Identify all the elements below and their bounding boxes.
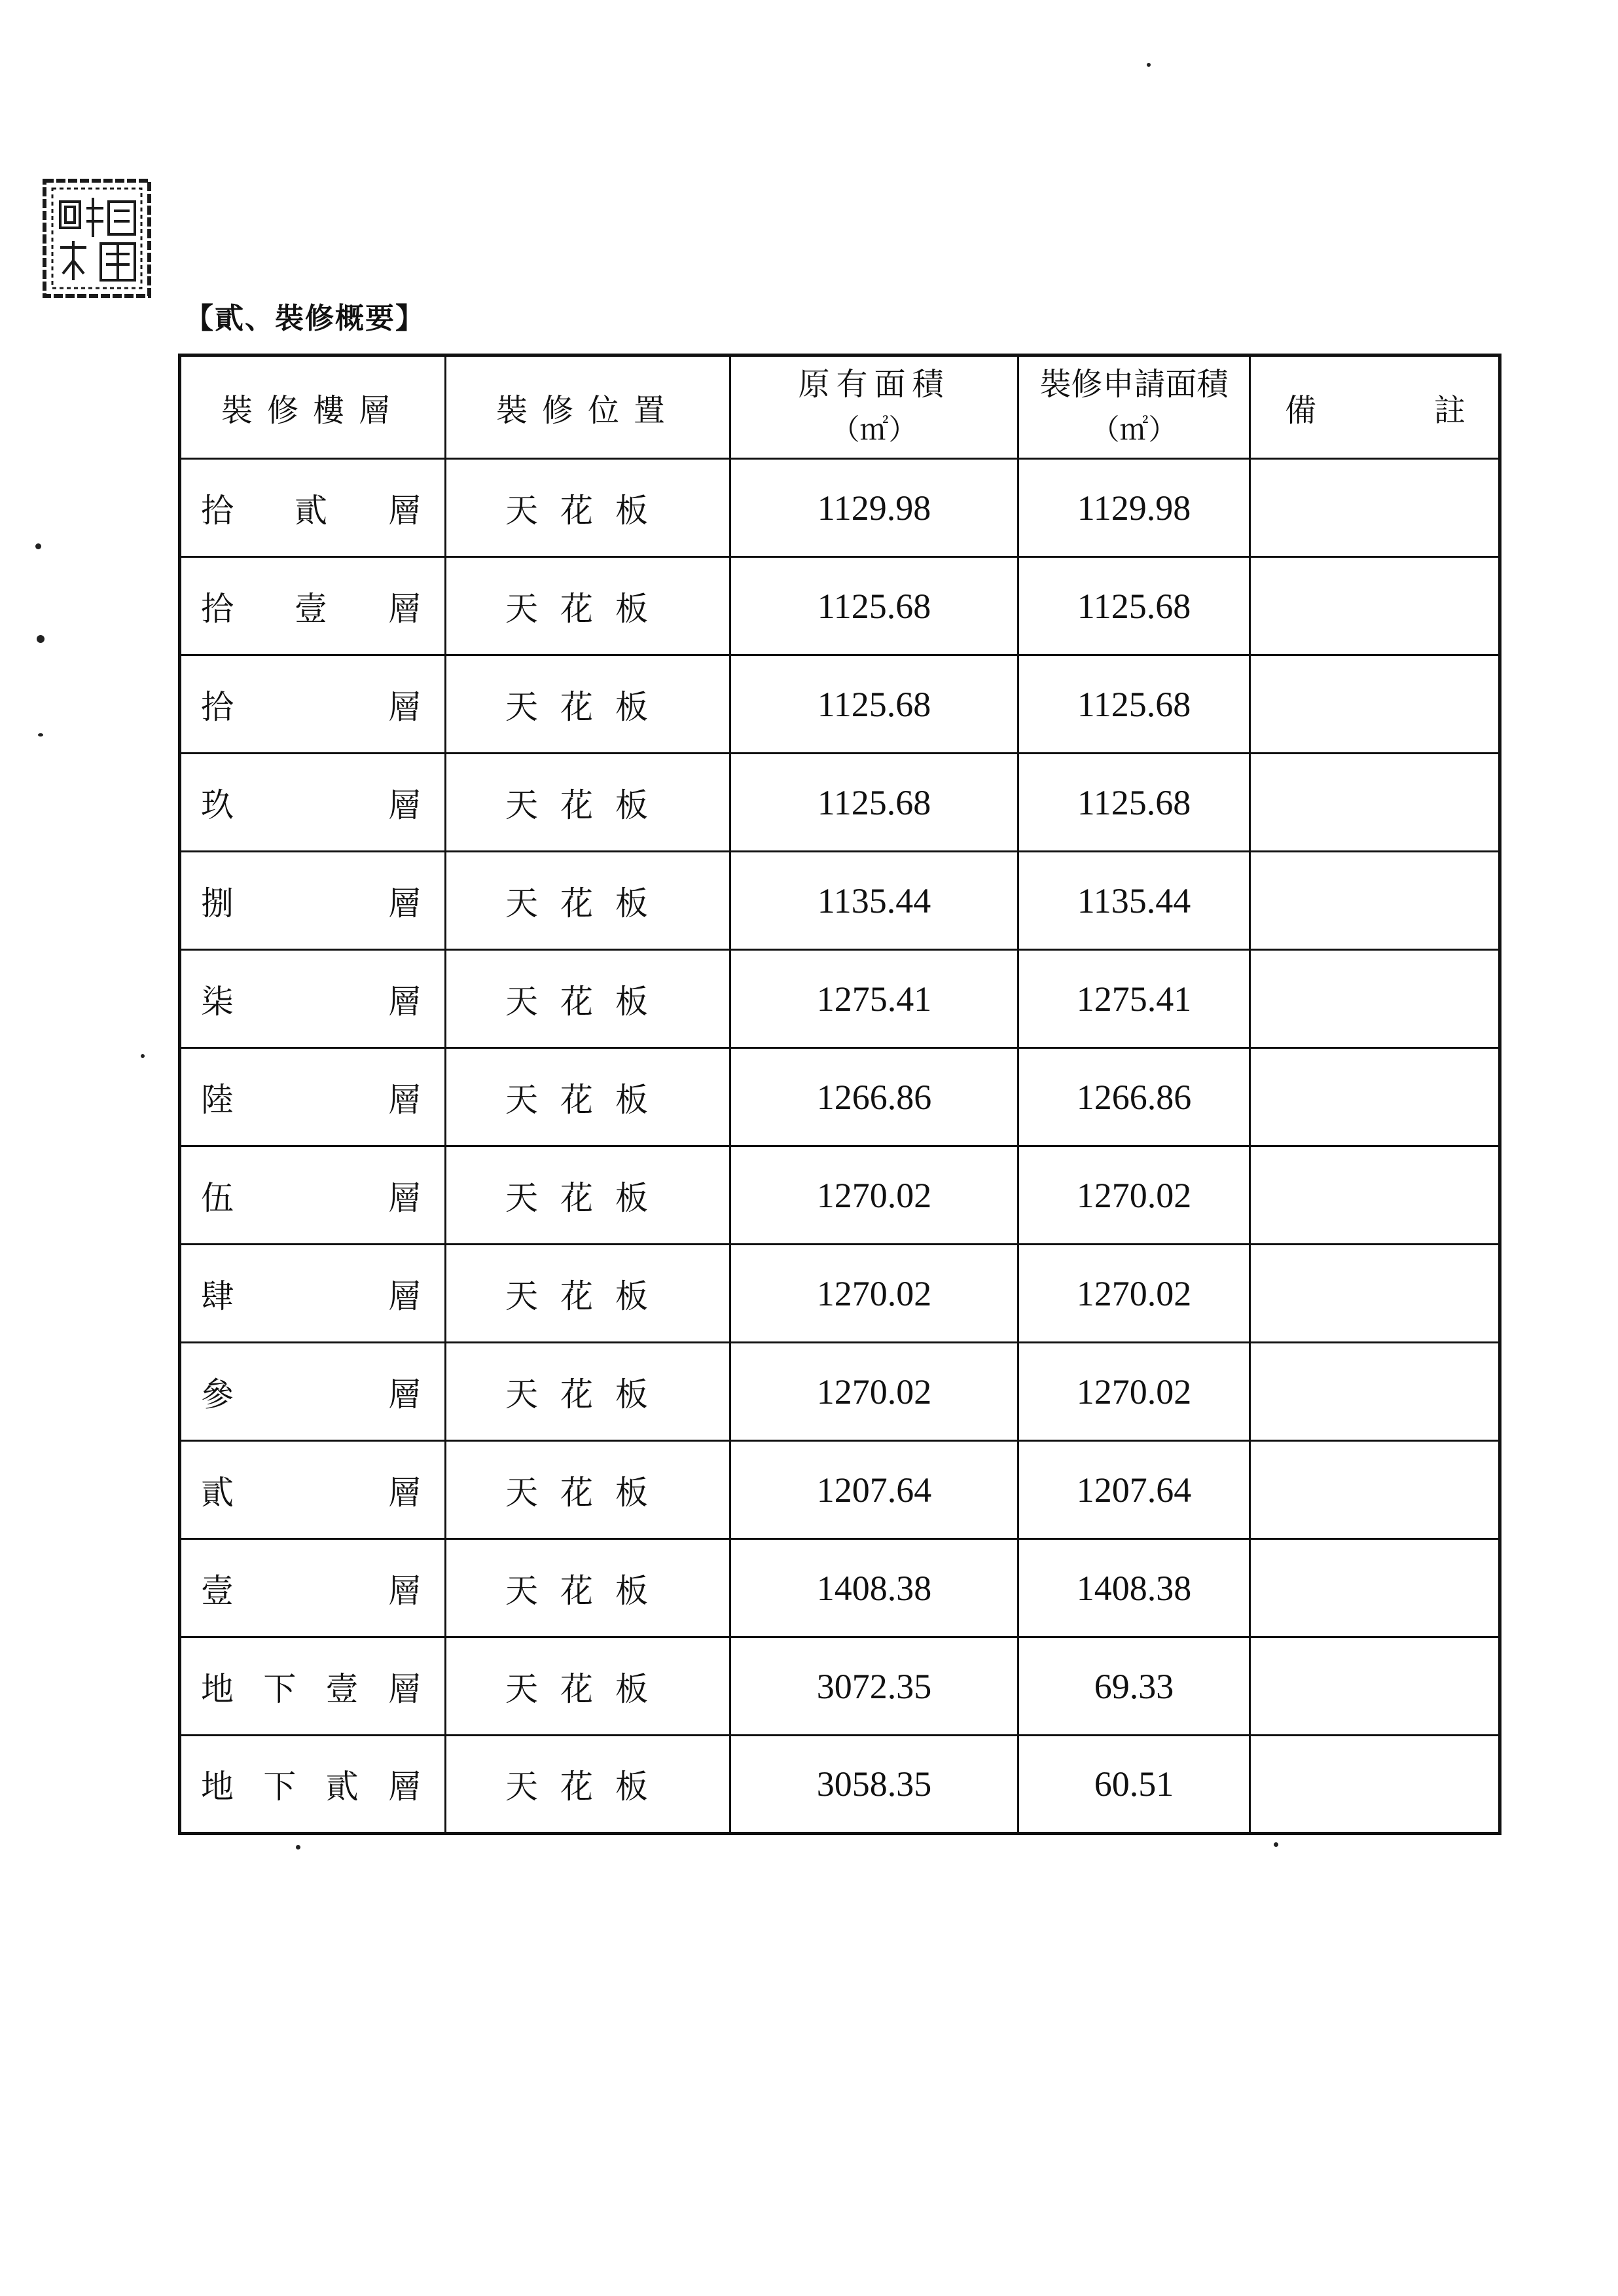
floor-cell [180,1343,446,1441]
header-floor: 裝修樓層 [180,355,446,459]
note-cell [1250,1539,1500,1637]
note-cell [1250,852,1500,950]
floor-label: 壹 層 [201,1571,421,1610]
position-cell: 天花板 [446,1736,730,1834]
position-cell: 天花板 [446,1146,730,1245]
original-area-cell: 1270.02 [730,1146,1018,1245]
table-row [180,852,1500,950]
applied-area-cell: 1135.44 [1018,852,1250,950]
applied-area-cell: 1266.86 [1018,1048,1250,1146]
original-area-cell: 1125.68 [730,655,1018,754]
position-cell: 天花板 [446,655,730,754]
header-note [1250,355,1500,459]
position-cell: 天花板 [446,1245,730,1343]
floor-cell [180,1048,446,1146]
floor-label: 貳 層 [201,1473,421,1512]
floor-label: 肆 層 [201,1277,421,1315]
applied-area-cell: 1270.02 [1018,1146,1250,1245]
applied-area-cell: 1125.68 [1018,557,1250,655]
table-row [180,1441,1500,1539]
note-cell [1250,950,1500,1048]
note-cell [1250,754,1500,852]
header-applied-area-unit: （㎡） [1090,413,1178,446]
original-area-cell: 1266.86 [730,1048,1018,1146]
floor-label: 拾 層 [201,687,421,726]
floor-label: 伍 層 [201,1178,421,1217]
floor-label: 拾 壹 層 [201,589,421,628]
header-applied-area-label: 裝修申請面積 [1039,366,1229,403]
table-row [180,1343,1500,1441]
applied-area-cell: 1125.68 [1018,655,1250,754]
note-cell [1250,1637,1500,1736]
original-area-cell: 3058.35 [730,1736,1018,1834]
position-cell: 天花板 [446,1048,730,1146]
header-applied-area [1018,355,1250,459]
note-cell [1250,1736,1500,1834]
original-area-cell: 1207.64 [730,1441,1018,1539]
position-cell: 天花板 [446,1539,730,1637]
scan-speck [1274,1842,1278,1847]
original-area-cell: 1129.98 [730,459,1018,557]
applied-area-cell: 1270.02 [1018,1343,1250,1441]
scan-speck [1147,63,1151,67]
seal-stamp-icon [41,175,157,304]
applied-area-cell: 1129.98 [1018,459,1250,557]
table-row [180,950,1500,1048]
note-cell [1250,1245,1500,1343]
floor-cell [180,852,446,950]
table-row [180,1048,1500,1146]
original-area-cell: 1408.38 [730,1539,1018,1637]
applied-area-cell: 1125.68 [1018,754,1250,852]
header-original-area [730,355,1018,459]
note-cell [1250,655,1500,754]
table-row [180,754,1500,852]
floor-cell [180,1441,446,1539]
scan-speck [296,1845,300,1850]
floor-cell [180,950,446,1048]
position-cell: 天花板 [446,950,730,1048]
floor-cell [180,1736,446,1834]
position-cell: 天花板 [446,754,730,852]
position-cell: 天花板 [446,459,730,557]
note-cell [1250,1048,1500,1146]
original-area-cell: 1125.68 [730,557,1018,655]
floor-cell [180,1539,446,1637]
section-title: 【貳、裝修概要】 [185,302,425,335]
floor-label: 捌 層 [201,884,421,922]
applied-area-cell: 1207.64 [1018,1441,1250,1539]
original-area-cell: 1270.02 [730,1245,1018,1343]
renovation-summary-table [178,354,1501,1835]
floor-cell [180,754,446,852]
table-row [180,459,1500,557]
table-row [180,1637,1500,1736]
scan-speck [37,635,45,643]
header-note-right: 註 [1434,392,1466,429]
note-cell [1250,459,1500,557]
applied-area-cell: 1408.38 [1018,1539,1250,1637]
scan-speck [141,1054,145,1058]
floor-label: 柒 層 [201,982,421,1021]
position-cell: 天花板 [446,852,730,950]
floor-label: 拾 貳 層 [201,491,421,530]
table-header-row [180,355,1500,459]
applied-area-cell: 1275.41 [1018,950,1250,1048]
floor-label: 地 下 貳 層 [201,1768,421,1806]
scan-speck [38,733,43,737]
table-row [180,1245,1500,1343]
note-cell [1250,1146,1500,1245]
floor-label: 陸 層 [201,1080,421,1119]
note-cell [1250,1441,1500,1539]
applied-area-cell: 60.51 [1018,1736,1250,1834]
position-cell: 天花板 [446,1343,730,1441]
header-original-area-label: 原有面積 [798,366,950,403]
floor-label: 地 下 壹 層 [201,1669,421,1708]
floor-cell [180,655,446,754]
note-cell [1250,557,1500,655]
header-note-left: 備 [1285,392,1317,429]
floor-label: 參 層 [201,1375,421,1413]
table-row [180,557,1500,655]
position-cell: 天花板 [446,1441,730,1539]
original-area-cell: 1135.44 [730,852,1018,950]
scan-speck [35,543,41,549]
floor-label: 玖 層 [201,786,421,824]
original-area-cell: 3072.35 [730,1637,1018,1736]
table-body [180,459,1500,1834]
header-position: 裝修位置 [446,355,730,459]
position-cell: 天花板 [446,1637,730,1736]
floor-cell [180,1637,446,1736]
original-area-cell: 1125.68 [730,754,1018,852]
table-row [180,1539,1500,1637]
table-row [180,1736,1500,1834]
floor-cell [180,1146,446,1245]
floor-cell [180,1245,446,1343]
original-area-cell: 1275.41 [730,950,1018,1048]
header-original-area-unit: （㎡） [831,413,918,446]
table-row [180,1146,1500,1245]
applied-area-cell: 1270.02 [1018,1245,1250,1343]
original-area-cell: 1270.02 [730,1343,1018,1441]
table-row [180,655,1500,754]
floor-cell [180,459,446,557]
applied-area-cell: 69.33 [1018,1637,1250,1736]
floor-cell [180,557,446,655]
note-cell [1250,1343,1500,1441]
position-cell: 天花板 [446,557,730,655]
